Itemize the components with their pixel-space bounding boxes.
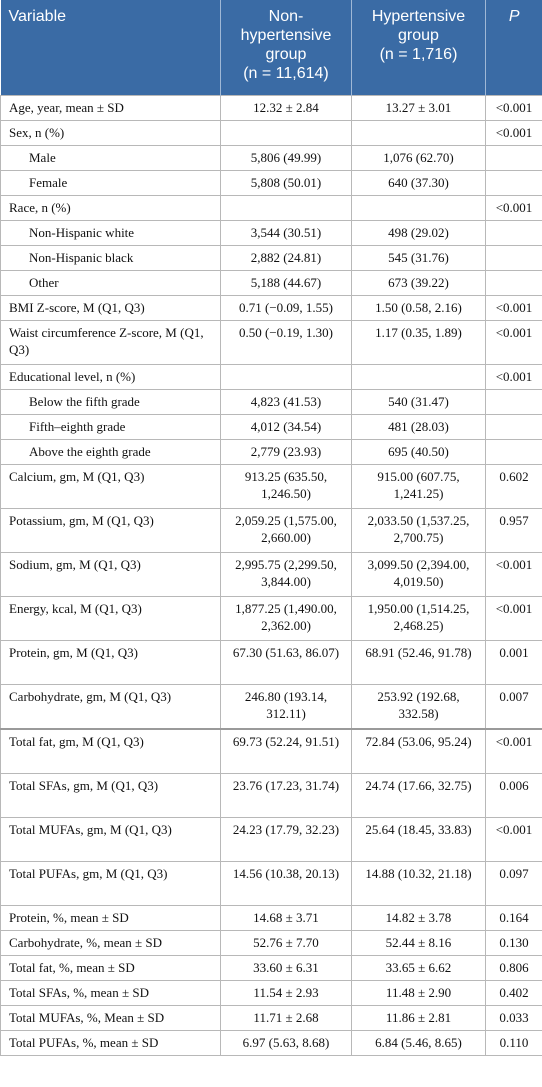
cell-hypertensive: 11.48 ± 2.90: [352, 980, 486, 1005]
cell-non-hypertensive: 1,877.25 (1,490.00, 2,362.00): [221, 596, 352, 640]
cell-hypertensive: 1.50 (0.58, 2.16): [352, 295, 486, 320]
table-body: [1, 95, 542, 1055]
table-row: [1, 195, 542, 220]
cell-p-value: 0.007: [486, 684, 542, 729]
cell-variable: Energy, kcal, M (Q1, Q3): [1, 596, 221, 640]
cell-hypertensive: 24.74 (17.66, 32.75): [352, 773, 486, 817]
cell-non-hypertensive: 4,012 (34.54): [221, 414, 352, 439]
cell-variable: Total fat, %, mean ± SD: [1, 955, 221, 980]
cell-hypertensive: 13.27 ± 3.01: [352, 95, 486, 120]
cell-non-hypertensive: 6.97 (5.63, 8.68): [221, 1030, 352, 1055]
cell-hypertensive: 14.82 ± 3.78: [352, 905, 486, 930]
table-row: [1, 861, 542, 905]
cell-p-value: 0.110: [486, 1030, 542, 1055]
cell-p-value: <0.001: [486, 364, 542, 389]
cell-non-hypertensive: 2,882 (24.81): [221, 245, 352, 270]
table-row: [1, 930, 542, 955]
table-row: [1, 955, 542, 980]
header-non-line-1: Non-: [268, 8, 304, 25]
cell-hypertensive: 1.17 (0.35, 1.89): [352, 320, 486, 364]
cell-variable: Fifth–eighth grade: [1, 414, 221, 439]
cell-variable: Sex, n (%): [1, 120, 221, 145]
cell-non-hypertensive: 12.32 ± 2.84: [221, 95, 352, 120]
cell-non-hypertensive: 246.80 (193.14, 312.11): [221, 684, 352, 729]
cell-non-hypertensive: [221, 120, 352, 145]
cell-p-value: <0.001: [486, 320, 542, 364]
table-row: [1, 640, 542, 684]
cell-hypertensive: [352, 364, 486, 389]
header-non-line-4: (n = 11,614): [243, 65, 329, 82]
cell-p-value: [486, 270, 542, 295]
table-row: [1, 389, 542, 414]
cell-non-hypertensive: 67.30 (51.63, 86.07): [221, 640, 352, 684]
cell-p-value: <0.001: [486, 552, 542, 596]
table-row: [1, 817, 542, 861]
table-row: [1, 145, 542, 170]
table-row: [1, 120, 542, 145]
cell-variable: Total PUFAs, %, mean ± SD: [1, 1030, 221, 1055]
cell-non-hypertensive: 0.71 (−0.09, 1.55): [221, 295, 352, 320]
cell-non-hypertensive: 33.60 ± 6.31: [221, 955, 352, 980]
cell-p-value: <0.001: [486, 596, 542, 640]
cell-hypertensive: 33.65 ± 6.62: [352, 955, 486, 980]
header-p-value: P: [486, 0, 542, 95]
cell-hypertensive: 6.84 (5.46, 8.65): [352, 1030, 486, 1055]
cell-non-hypertensive: 0.50 (−0.19, 1.30): [221, 320, 352, 364]
cell-variable: Potassium, gm, M (Q1, Q3): [1, 508, 221, 552]
cell-p-value: [486, 145, 542, 170]
cell-p-value: <0.001: [486, 729, 542, 774]
cell-p-value: <0.001: [486, 295, 542, 320]
cell-variable: BMI Z-score, M (Q1, Q3): [1, 295, 221, 320]
cell-non-hypertensive: 4,823 (41.53): [221, 389, 352, 414]
table-row: [1, 980, 542, 1005]
table-row: [1, 439, 542, 464]
cell-non-hypertensive: 3,544 (30.51): [221, 220, 352, 245]
cell-variable: Other: [1, 270, 221, 295]
table-row: [1, 270, 542, 295]
cell-hypertensive: 25.64 (18.45, 33.83): [352, 817, 486, 861]
cell-non-hypertensive: 69.73 (52.24, 91.51): [221, 729, 352, 774]
cell-non-hypertensive: 23.76 (17.23, 31.74): [221, 773, 352, 817]
table-header: [1, 0, 542, 95]
cell-hypertensive: [352, 195, 486, 220]
cell-hypertensive: 695 (40.50): [352, 439, 486, 464]
cell-hypertensive: 2,033.50 (1,537.25, 2,700.75): [352, 508, 486, 552]
cell-hypertensive: 545 (31.76): [352, 245, 486, 270]
cell-variable: Below the fifth grade: [1, 389, 221, 414]
cell-p-value: <0.001: [486, 817, 542, 861]
cell-hypertensive: 253.92 (192.68, 332.58): [352, 684, 486, 729]
table-row: [1, 170, 542, 195]
cell-variable: Above the eighth grade: [1, 439, 221, 464]
table-row: [1, 245, 542, 270]
cell-hypertensive: 68.91 (52.46, 91.78): [352, 640, 486, 684]
cell-hypertensive: 640 (37.30): [352, 170, 486, 195]
cell-variable: Total MUFAs, %, Mean ± SD: [1, 1005, 221, 1030]
cell-hypertensive: 481 (28.03): [352, 414, 486, 439]
cell-non-hypertensive: 14.56 (10.38, 20.13): [221, 861, 352, 905]
cell-p-value: 0.130: [486, 930, 542, 955]
cell-non-hypertensive: 52.76 ± 7.70: [221, 930, 352, 955]
cell-variable: Educational level, n (%): [1, 364, 221, 389]
cell-hypertensive: 673 (39.22): [352, 270, 486, 295]
cell-p-value: 0.602: [486, 464, 542, 508]
cell-variable: Sodium, gm, M (Q1, Q3): [1, 552, 221, 596]
cell-p-value: 0.806: [486, 955, 542, 980]
cell-hypertensive: 1,950.00 (1,514.25, 2,468.25): [352, 596, 486, 640]
header-hyp-line-1: Hypertensive: [371, 8, 466, 25]
cell-non-hypertensive: 11.71 ± 2.68: [221, 1005, 352, 1030]
cell-p-value: 0.402: [486, 980, 542, 1005]
cell-hypertensive: 11.86 ± 2.81: [352, 1005, 486, 1030]
cell-p-value: [486, 170, 542, 195]
table-row: [1, 508, 542, 552]
header-variable: Variable: [1, 0, 221, 95]
cell-p-value: <0.001: [486, 95, 542, 120]
cell-non-hypertensive: 11.54 ± 2.93: [221, 980, 352, 1005]
cell-p-value: 0.033: [486, 1005, 542, 1030]
table-row: [1, 220, 542, 245]
table-row: [1, 364, 542, 389]
cell-hypertensive: 3,099.50 (2,394.00, 4,019.50): [352, 552, 486, 596]
cell-non-hypertensive: 5,188 (44.67): [221, 270, 352, 295]
cell-hypertensive: 1,076 (62.70): [352, 145, 486, 170]
cell-p-value: 0.097: [486, 861, 542, 905]
cell-non-hypertensive: [221, 195, 352, 220]
cell-non-hypertensive: 5,806 (49.99): [221, 145, 352, 170]
header-hyp-line-3: (n = 1,716): [379, 46, 458, 63]
cell-hypertensive: [352, 120, 486, 145]
cell-hypertensive: 14.88 (10.32, 21.18): [352, 861, 486, 905]
cell-non-hypertensive: 913.25 (635.50, 1,246.50): [221, 464, 352, 508]
header-non-line-3: group: [265, 46, 307, 63]
cell-non-hypertensive: [221, 364, 352, 389]
cell-variable: Total fat, gm, M (Q1, Q3): [1, 729, 221, 774]
cell-p-value: <0.001: [486, 120, 542, 145]
cell-variable: Total SFAs, %, mean ± SD: [1, 980, 221, 1005]
cell-variable: Calcium, gm, M (Q1, Q3): [1, 464, 221, 508]
cell-hypertensive: 498 (29.02): [352, 220, 486, 245]
table-row: [1, 596, 542, 640]
table-row: [1, 773, 542, 817]
cell-variable: Protein, gm, M (Q1, Q3): [1, 640, 221, 684]
cell-p-value: 0.001: [486, 640, 542, 684]
cell-non-hypertensive: 5,808 (50.01): [221, 170, 352, 195]
cell-variable: Non-Hispanic black: [1, 245, 221, 270]
cell-p-value: <0.001: [486, 195, 542, 220]
cell-hypertensive: 52.44 ± 8.16: [352, 930, 486, 955]
cell-variable: Male: [1, 145, 221, 170]
cell-variable: Non-Hispanic white: [1, 220, 221, 245]
cell-p-value: [486, 245, 542, 270]
cell-variable: Carbohydrate, gm, M (Q1, Q3): [1, 684, 221, 729]
table-row: [1, 464, 542, 508]
cell-p-value: 0.164: [486, 905, 542, 930]
cell-variable: Protein, %, mean ± SD: [1, 905, 221, 930]
cell-variable: Race, n (%): [1, 195, 221, 220]
cell-p-value: 0.006: [486, 773, 542, 817]
cell-non-hypertensive: 14.68 ± 3.71: [221, 905, 352, 930]
cell-hypertensive: 540 (31.47): [352, 389, 486, 414]
cell-non-hypertensive: 2,995.75 (2,299.50, 3,844.00): [221, 552, 352, 596]
table-row: [1, 1030, 542, 1055]
cell-p-value: [486, 439, 542, 464]
cell-variable: Carbohydrate, %, mean ± SD: [1, 930, 221, 955]
cell-variable: Age, year, mean ± SD: [1, 95, 221, 120]
header-non-line-2: hypertensive: [240, 27, 332, 44]
cell-hypertensive: 915.00 (607.75, 1,241.25): [352, 464, 486, 508]
cell-non-hypertensive: 2,059.25 (1,575.00, 2,660.00): [221, 508, 352, 552]
table-row: [1, 684, 542, 729]
table-row: [1, 905, 542, 930]
table-row: [1, 95, 542, 120]
cell-variable: Total SFAs, gm, M (Q1, Q3): [1, 773, 221, 817]
header-non-hypertensive: [221, 0, 352, 95]
cell-variable: Total MUFAs, gm, M (Q1, Q3): [1, 817, 221, 861]
cell-hypertensive: 72.84 (53.06, 95.24): [352, 729, 486, 774]
cell-non-hypertensive: 24.23 (17.79, 32.23): [221, 817, 352, 861]
cell-p-value: [486, 414, 542, 439]
cell-p-value: [486, 389, 542, 414]
cell-variable: Waist circumference Z-score, M (Q1, Q3): [1, 320, 221, 364]
cell-variable: Total PUFAs, gm, M (Q1, Q3): [1, 861, 221, 905]
table-row: [1, 729, 542, 774]
cell-non-hypertensive: 2,779 (23.93): [221, 439, 352, 464]
table-row: [1, 552, 542, 596]
cell-variable: Female: [1, 170, 221, 195]
table-row: [1, 295, 542, 320]
header-hyp-line-2: group: [398, 27, 439, 44]
table-row: [1, 320, 542, 364]
cell-p-value: 0.957: [486, 508, 542, 552]
table-row: [1, 414, 542, 439]
header-hypertensive: [352, 0, 486, 95]
cell-p-value: [486, 220, 542, 245]
table-row: [1, 1005, 542, 1030]
